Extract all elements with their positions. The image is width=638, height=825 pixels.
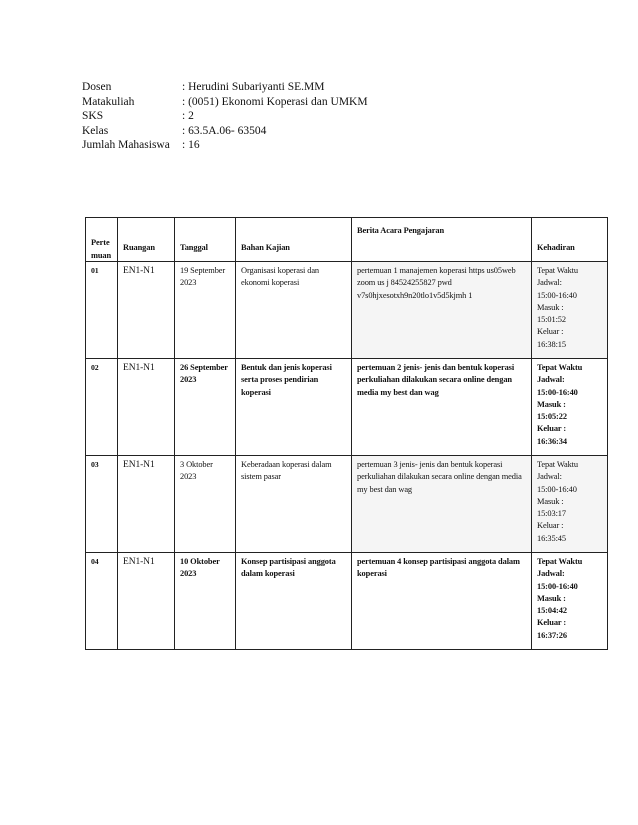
table-row: [86, 553, 608, 650]
jumlah-label: Jumlah Mahasiswa: [82, 139, 170, 152]
info-row-sks: [82, 109, 368, 124]
cell-no: 02: [86, 359, 118, 456]
table-header-row: [86, 218, 608, 262]
kelas-label: Kelas: [82, 124, 109, 137]
cell-tanggal: 10 Oktober 2023: [175, 553, 236, 650]
cell-tanggal: 19 September 2023: [175, 262, 236, 359]
matakuliah-label: Matakuliah: [82, 95, 135, 108]
cell-no: 01: [86, 262, 118, 359]
dosen-value: : Herudini Subariyanti SE.MM: [182, 81, 325, 93]
jumlah-value: : 16: [182, 139, 200, 152]
cell-berita: pertemuan 2 jenis- jenis dan bentuk koperasi perkuliahan dilakukan secara online dengan media my best dan wag: [352, 359, 532, 456]
cell-berita: pertemuan 4 konsep partisipasi anggota dalam koperasi: [352, 553, 532, 650]
header-tanggal: Tanggal: [175, 218, 236, 262]
table-row: [86, 456, 608, 553]
info-row-matakuliah: [82, 95, 368, 110]
cell-tanggal: 26 September 2023: [175, 359, 236, 456]
cell-ruangan: EN1-N1: [118, 456, 175, 553]
cell-bahan: Konsep partisipasi anggota dalam koperasi: [236, 553, 352, 650]
cell-kehadiran: Tepat Waktu Jadwal: 15:00-16:40 Masuk : 15:04:42 Keluar : 16:37:26: [532, 553, 608, 650]
header-bahan-kajian: Bahan Kajian: [236, 218, 352, 262]
cell-no: 04: [86, 553, 118, 650]
cell-tanggal: 3 Oktober 2023: [175, 456, 236, 553]
cell-bahan: Organisasi koperasi dan ekonomi koperasi: [236, 262, 352, 359]
sks-value: : 2: [182, 110, 194, 123]
cell-berita: pertemuan 3 jenis- jenis dan bentuk koperasi perkuliahan dilakukan secara online dengan media my best dan wag: [352, 456, 532, 553]
cell-ruangan: EN1-N1: [118, 553, 175, 650]
header-pertemuan: Perte muan: [86, 218, 118, 262]
table-row: [86, 359, 608, 456]
table-row: [86, 262, 608, 359]
sks-label: SKS: [82, 110, 104, 123]
header-ruangan: Ruangan: [118, 218, 175, 262]
cell-bahan: Bentuk dan jenis koperasi serta proses pendirian koperasi: [236, 359, 352, 456]
cell-berita: pertemuan 1 manajemen koperasi https us05web zoom us j 84524255827 pwd v7s0hjxesotxh9n20tlo1v5d5kjmh 1: [352, 262, 532, 359]
header-kehadiran: Kehadiran: [532, 218, 608, 262]
cell-kehadiran: Tepat Waktu Jadwal: 15:00-16:40 Masuk : 15:01:52 Keluar : 16:38:15: [532, 262, 608, 359]
info-row-dosen: [82, 80, 368, 95]
cell-kehadiran: Tepat Waktu Jadwal: 15:00-16:40 Masuk : 15:05:22 Keluar : 16:36:34: [532, 359, 608, 456]
cell-no: 03: [86, 456, 118, 553]
course-info: [82, 80, 368, 153]
matakuliah-value: : (0051) Ekonomi Koperasi dan UMKM: [182, 95, 368, 108]
header-berita-acara: Berita Acara Pengajaran: [352, 218, 532, 262]
dosen-label: Dosen: [82, 81, 112, 93]
cell-ruangan: EN1-N1: [118, 262, 175, 359]
cell-bahan: Keberadaan koperasi dalam sistem pasar: [236, 456, 352, 553]
attendance-table: [85, 217, 608, 650]
info-row-jumlah: [82, 138, 368, 153]
cell-ruangan: EN1-N1: [118, 359, 175, 456]
info-row-kelas: [82, 124, 368, 139]
kelas-value: : 63.5A.06- 63504: [182, 124, 267, 137]
cell-kehadiran: Tepat Waktu Jadwal: 15:00-16:40 Masuk : 15:03:17 Keluar : 16:35:45: [532, 456, 608, 553]
